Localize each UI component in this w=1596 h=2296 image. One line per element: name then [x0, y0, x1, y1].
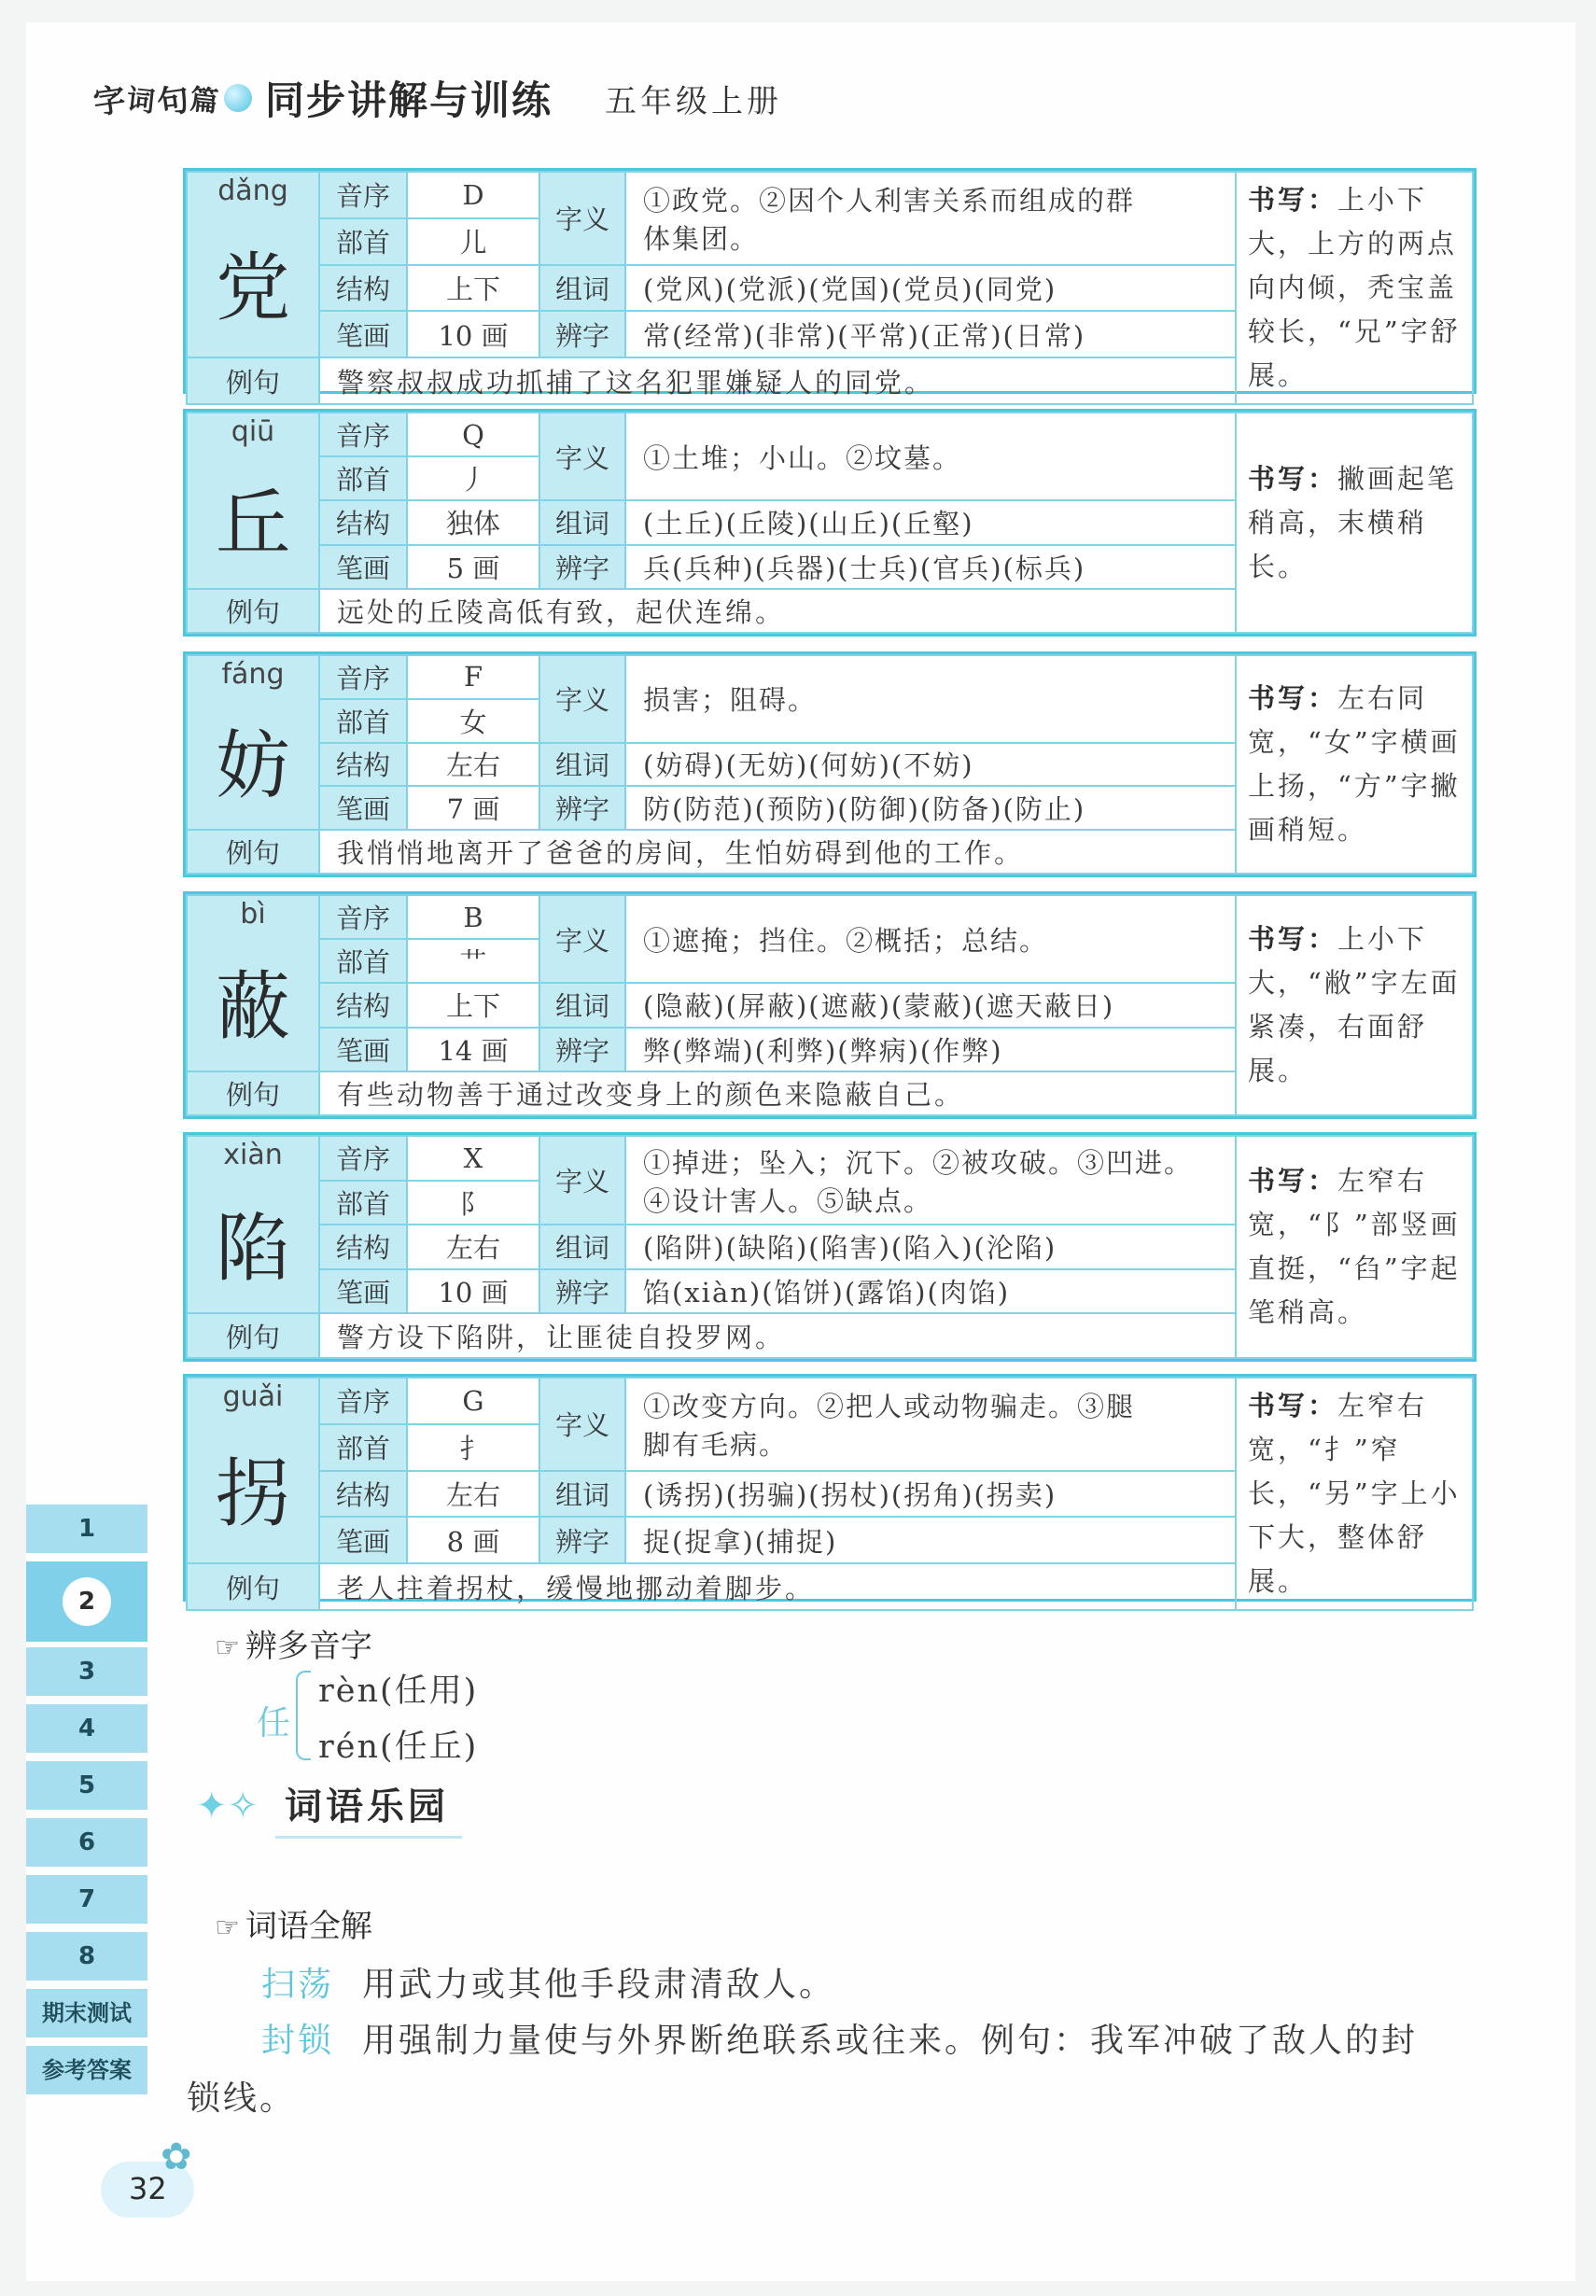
order-value: D [407, 172, 539, 218]
label-radical: 部首 [319, 456, 407, 500]
label-radical: 部首 [319, 218, 407, 265]
meaning-cell [625, 172, 1236, 265]
char-card [183, 168, 1477, 399]
tab-label: 8 [77, 1942, 96, 1970]
writing-tip [1236, 895, 1473, 1115]
polyphone-reading: rén(任丘) [318, 1729, 479, 1766]
label-distinguish: 辨字 [539, 1517, 625, 1563]
char-card [183, 409, 1477, 637]
structure-value: 左右 [407, 743, 539, 787]
radical-value: 扌 [407, 1424, 539, 1471]
label-radical: 部首 [319, 939, 407, 983]
tab-label: 7 [77, 1885, 96, 1913]
label-structure: 结构 [319, 500, 407, 544]
words-value: (诱拐)(拐骗)(拐杖)(拐角)(拐卖) [625, 1471, 1236, 1518]
order-value: G [407, 1378, 539, 1424]
logo-dot-icon [224, 84, 252, 112]
label-strokes: 笔画 [319, 311, 407, 357]
structure-value: 左右 [407, 1471, 539, 1518]
tab-label: 3 [77, 1658, 96, 1686]
logo-char: 篇 [188, 83, 220, 119]
label-meaning: 字义 [539, 1136, 625, 1225]
meaning-line: 脚有毛病。 [643, 1428, 789, 1461]
word-entry [261, 1958, 835, 2006]
char-cell [187, 172, 319, 357]
structure-value: 上下 [407, 983, 539, 1027]
label-strokes: 笔画 [319, 545, 407, 589]
meaning-line: ④设计害人。⑤缺点。 [643, 1184, 933, 1217]
label-order: 音序 [319, 655, 407, 699]
structure-value: 上下 [407, 265, 539, 312]
example-sentence: 警方设下陷阱，让匪徒自投罗网。 [319, 1313, 1236, 1358]
order-value: B [407, 895, 539, 939]
label-distinguish: 辨字 [539, 1269, 625, 1314]
tab-7[interactable] [26, 1875, 147, 1926]
book-title: 同步讲解与训练 [265, 77, 553, 123]
tab-label: 参考答案 [42, 2057, 132, 2083]
label-distinguish: 辨字 [539, 1028, 625, 1071]
writing-tip [1236, 413, 1473, 633]
logo-char: 词 [124, 83, 157, 119]
char-cell [187, 1378, 319, 1563]
strokes-value: 8 画 [407, 1517, 539, 1563]
writing-tip [1236, 655, 1473, 874]
tab-1[interactable] [26, 1505, 147, 1556]
label-example: 例句 [187, 1071, 319, 1115]
pinyin: guǎi [222, 1380, 284, 1413]
word-definition-continued: 锁线。 [187, 2079, 297, 2118]
book-grade: 五年级上册 [605, 82, 783, 120]
tab-label: 1 [77, 1515, 96, 1543]
tab-2[interactable] [26, 1561, 147, 1645]
character: 丘 [216, 480, 290, 567]
label-example: 例句 [187, 830, 319, 874]
writing-text: 撇画起笔稍高，末横稍长。 [1248, 462, 1458, 582]
label-radical: 部首 [319, 1424, 407, 1471]
tab-5[interactable] [26, 1761, 147, 1813]
distinguish-value: 捉(捉拿)(捕捉) [625, 1517, 1236, 1563]
label-distinguish: 辨字 [539, 545, 625, 589]
label-strokes: 笔画 [319, 786, 407, 830]
word-term: 封锁 [261, 2022, 335, 2060]
label-radical: 部首 [319, 699, 407, 743]
page-number-badge [101, 2135, 213, 2227]
writing-text: 左右同宽，“女”字横画上扬，“方”字撇画稍短。 [1248, 682, 1461, 846]
label-structure: 结构 [319, 1471, 407, 1518]
pointing-hand-icon: ☞ [215, 1911, 240, 1944]
strokes-value: 7 画 [407, 786, 539, 830]
label-structure: 结构 [319, 1225, 407, 1269]
radical-value: 女 [407, 699, 539, 743]
writing-tip [1236, 172, 1473, 404]
meaning-cell [625, 413, 1236, 500]
polyphone-char: 任 [257, 1704, 291, 1743]
order-value: F [407, 655, 539, 699]
meaning-line: ①土堆；小山。②坟墓。 [643, 441, 962, 474]
series-logo [93, 76, 265, 121]
distinguish-value: 防(防范)(预防)(防御)(防备)(防止) [625, 786, 1236, 830]
writing-label: 书写： [1248, 1390, 1338, 1421]
tab-10[interactable] [26, 2046, 147, 2097]
example-sentence: 警察叔叔成功抓捕了这名犯罪嫌疑人的同党。 [319, 357, 1236, 404]
word-term: 扫荡 [261, 1966, 335, 2004]
radical-value: 丿 [407, 456, 539, 500]
label-structure: 结构 [319, 743, 407, 787]
writing-text: 上小下大，上方的两点向内倾，秃宝盖较长，“兄”字舒展。 [1248, 184, 1461, 391]
label-order: 音序 [319, 413, 407, 456]
tab-8[interactable] [26, 1932, 147, 1983]
label-meaning: 字义 [539, 1378, 625, 1471]
structure-value: 独体 [407, 500, 539, 544]
label-strokes: 笔画 [319, 1517, 407, 1563]
example-sentence: 我悄悄地离开了爸爸的房间，生怕妨碍到他的工作。 [319, 830, 1236, 874]
char-card [183, 651, 1477, 877]
label-radical: 部首 [319, 1181, 407, 1225]
label-example: 例句 [187, 357, 319, 404]
example-sentence: 有些动物善于通过改变身上的颜色来隐蔽自己。 [319, 1071, 1236, 1115]
distinguish-value: 弊(弊端)(利弊)(弊病)(作弊) [625, 1028, 1236, 1071]
tab-label: 期末测试 [42, 2000, 132, 2026]
radical-value: 儿 [407, 218, 539, 265]
tab-6[interactable] [26, 1818, 147, 1869]
char-card [183, 891, 1477, 1119]
pinyin: dǎng [217, 175, 288, 207]
label-strokes: 笔画 [319, 1028, 407, 1071]
label-order: 音序 [319, 172, 407, 218]
words-value: (妨碍)(无妨)(何妨)(不妨) [625, 743, 1236, 787]
word-entry [261, 2014, 1418, 2062]
word-definition: 用武力或其他手段肃清敌人。 [362, 1966, 836, 2004]
writing-text: 左窄右宽，“扌”窄长，“另”字上小下大，整体舒展。 [1248, 1390, 1461, 1597]
label-words: 组词 [539, 500, 625, 544]
label-structure: 结构 [319, 983, 407, 1027]
label-words: 组词 [539, 1471, 625, 1518]
writing-label: 书写： [1248, 682, 1338, 714]
label-distinguish: 辨字 [539, 786, 625, 830]
meaning-line: ①遮掩；挡住。②概括；总结。 [643, 924, 1049, 957]
meaning-line: ①改变方向。②把人或动物骗走。③腿 [643, 1390, 1136, 1422]
writing-tip [1236, 1378, 1473, 1610]
words-value: (党风)(党派)(党国)(党员)(同党) [625, 265, 1236, 312]
label-example: 例句 [187, 1563, 319, 1610]
logo-char: 句 [154, 80, 192, 122]
char-cell [187, 655, 319, 830]
words-value: (陷阱)(缺陷)(陷害)(陷入)(沦陷) [625, 1225, 1236, 1269]
pinyin: bì [240, 898, 266, 931]
label-order: 音序 [319, 1136, 407, 1181]
word-explain-heading: ☞ 词语全解 [215, 1908, 372, 1945]
label-structure: 结构 [319, 265, 407, 312]
character: 党 [216, 245, 290, 332]
character: 陷 [216, 1204, 290, 1292]
tab-label: 2 [63, 1577, 111, 1626]
label-meaning: 字义 [539, 172, 625, 265]
pinyin: xiàn [223, 1139, 283, 1171]
label-words: 组词 [539, 743, 625, 787]
page-number: 32 [129, 2171, 167, 2206]
distinguish-value: 兵(兵种)(兵器)(士兵)(官兵)(标兵) [625, 545, 1236, 589]
writing-label: 书写： [1248, 923, 1338, 955]
writing-label: 书写： [1248, 184, 1338, 216]
strokes-value: 5 画 [407, 545, 539, 589]
tab-4[interactable] [26, 1704, 147, 1756]
label-distinguish: 辨字 [539, 311, 625, 357]
butterfly-icon: ✿ [161, 2135, 192, 2178]
tab-3[interactable] [26, 1647, 147, 1699]
pinyin: qiū [231, 415, 275, 448]
label-example: 例句 [187, 589, 319, 633]
distinguish-value: 馅(xiàn)(馅饼)(露馅)(肉馅) [625, 1269, 1236, 1314]
polyphone-reading: rèn(任用) [318, 1673, 479, 1710]
character: 拐 [216, 1450, 290, 1538]
writing-text: 上小下大，“敝”字左面紧凑，右面舒展。 [1248, 923, 1461, 1086]
words-value: (隐蔽)(屏蔽)(遮蔽)(蒙蔽)(遮天蔽日) [625, 983, 1236, 1027]
label-meaning: 字义 [539, 413, 625, 500]
strokes-value: 14 画 [407, 1028, 539, 1071]
word-park-heading [196, 1773, 462, 1839]
brace-icon [296, 1671, 311, 1760]
char-card [183, 1374, 1477, 1602]
meaning-line: 损害；阻碍。 [643, 684, 818, 717]
tab-label: 4 [77, 1715, 96, 1743]
strokes-value: 10 画 [407, 311, 539, 357]
meaning-cell [625, 1136, 1236, 1225]
label-words: 组词 [539, 265, 625, 312]
order-value: X [407, 1136, 539, 1181]
example-sentence: 远处的丘陵高低有致，起伏连绵。 [319, 589, 1236, 633]
char-card [183, 1132, 1477, 1362]
tab-label: 5 [77, 1771, 96, 1799]
pinyin: fáng [221, 658, 285, 691]
word-definition: 用强制力量使与外界断绝联系或往来。例句：我军冲破了敌人的封 [362, 2022, 1419, 2060]
logo-char: 字 [91, 80, 129, 122]
meaning-line: ①政党。②因个人利害关系而组成的群 [643, 184, 1136, 217]
label-order: 音序 [319, 895, 407, 939]
character: 妨 [216, 722, 290, 810]
meaning-cell [625, 895, 1236, 983]
label-meaning: 字义 [539, 655, 625, 743]
section-title: 词语乐园 [275, 1773, 462, 1839]
example-sentence: 老人拄着拐杖，缓慢地挪动着脚步。 [319, 1563, 1236, 1610]
meaning-cell [625, 655, 1236, 743]
character: 蔽 [216, 962, 290, 1050]
writing-text: 左窄右宽，“阝”部竖画直挺，“臽”字起笔稍高。 [1248, 1165, 1461, 1328]
label-order: 音序 [319, 1378, 407, 1424]
label-strokes: 笔画 [319, 1269, 407, 1314]
meaning-cell [625, 1378, 1236, 1471]
page-header [93, 65, 782, 131]
order-value: Q [407, 413, 539, 456]
tab-9[interactable] [26, 1989, 147, 2040]
tab-label: 6 [77, 1828, 96, 1856]
radical-value: 阝 [407, 1181, 539, 1225]
label-words: 组词 [539, 983, 625, 1027]
radical-value: 艹 [407, 939, 539, 983]
writing-label: 书写： [1248, 462, 1338, 495]
label-meaning: 字义 [539, 895, 625, 983]
char-cell [187, 1136, 319, 1313]
stars-icon: ✦✧ [196, 1785, 259, 1827]
structure-value: 左右 [407, 1225, 539, 1269]
strokes-value: 10 画 [407, 1269, 539, 1314]
label-words: 组词 [539, 1225, 625, 1269]
char-cell [187, 413, 319, 589]
writing-label: 书写： [1248, 1165, 1338, 1197]
char-cell [187, 895, 319, 1071]
writing-tip [1236, 1136, 1473, 1358]
label-example: 例句 [187, 1313, 319, 1358]
polyphone-heading: ☞ 辨多音字 [215, 1628, 372, 1665]
pointing-hand-icon: ☞ [215, 1631, 240, 1664]
words-value: (土丘)(丘陵)(山丘)(丘壑) [625, 500, 1236, 544]
meaning-line: ①掉进；坠入；沉下。②被攻破。③凹进。 [643, 1146, 1194, 1179]
distinguish-value: 常(经常)(非常)(平常)(正常)(日常) [625, 311, 1236, 357]
meaning-line: 体集团。 [643, 222, 760, 255]
